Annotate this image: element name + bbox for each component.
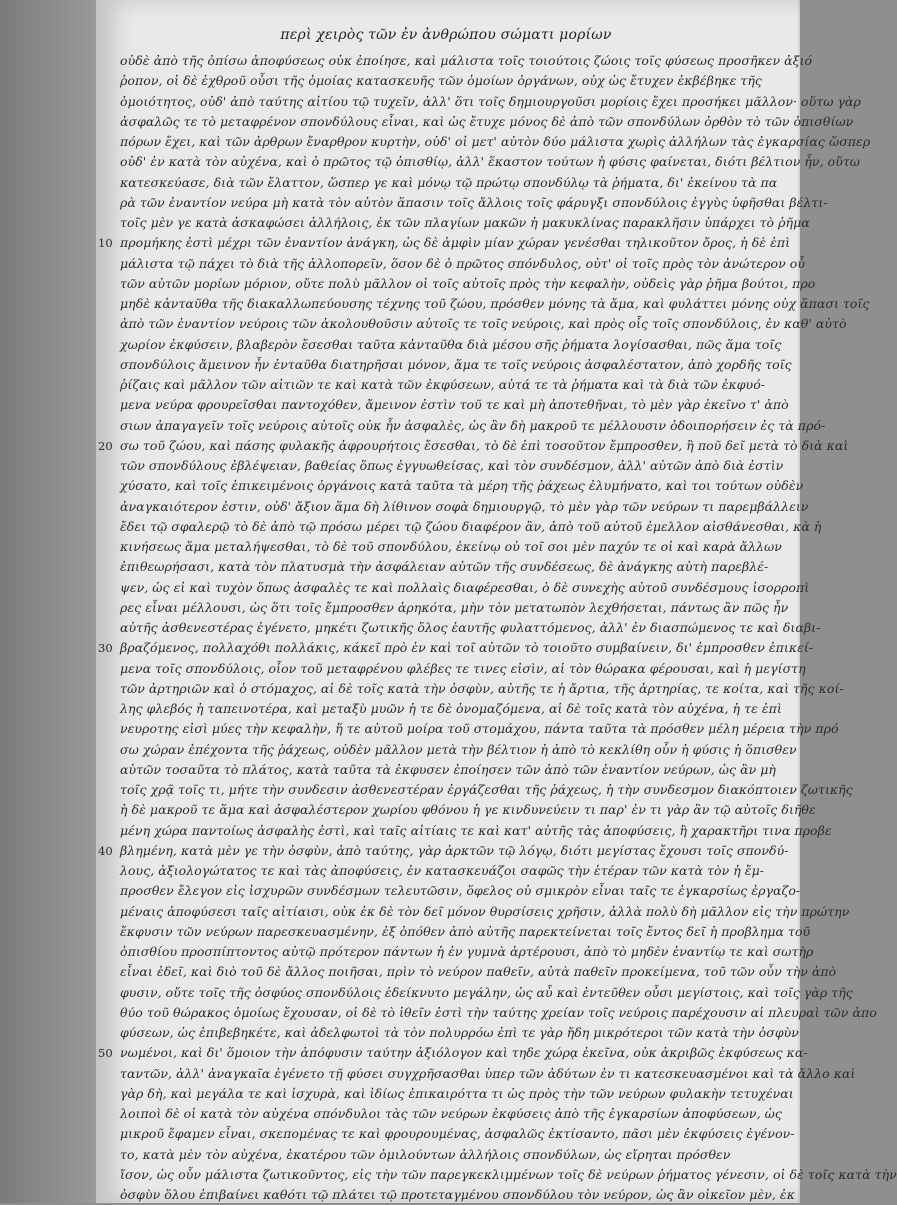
text-line: λοιποὶ δὲ οἱ κατὰ τὸν αὐχένα σπόνδυλοι τὰς τῶν νεύρων ἐκφύσεις ἀπὸ τῆς ἐγκαρσίων ἀποφύσεων, ὡς [120,1106,782,1121]
text-line: μέναις ἀποφύσεσι ταῖς αἰτίαισι, οὐκ ἐκ δὲ τὸν δεῖ μόνον θυρσίσεις χρῆσιν, ἀλλὰ πολὺ δὴ μᾶλλον εἰς τὴν πρώτην [120,903,850,919]
text-line: ἴσον, ὡς οὖν μάλιστα ζωτικοῦντος, εἰς τὴν τῶν παρεγκεκλιμμένων τοῖς δὲ νεύρων ῥήματος γένεσιν, οἱ δὲ τοῖς κατὰ τὴν [120,1166,897,1182]
text-line: ἀναγκαιότερον ἐστιν, οὐδ' ἄξιον ἅμα δὴ λίθινον σοφὰ δημιουργῷ, τὸ μὲν γὰρ τῶν νεύρων τι παρεμβάλλειν [120,498,809,514]
text-line: σω χώραν ἐπέχοντα τῆς ῥάχεως, οὐδὲν μᾶλλον μετὰ τὴν βέλτιον ἡ ἀπὸ τὸ κεκλίθη οὖν ἡ φύσις ἡ ὅπισθεν [120,741,797,757]
text-line: μενα τοῖς σπονδύλοις, οἷον τοῦ μεταφρένου φλέβες τε τινες εἰσὶν, αἱ τὸν θώρακα φέρουσαι, καὶ ἡ μεγίστη [120,660,806,676]
text-line: μάλιστα τῷ πάχει τὸ διὰ τῆς ἀλλοπορεῖν, ὅσον δὲ ὁ πρῶτος σπόνδυλος, οὐτ' οἱ τοῖς πρὸς τὸν ἀνώτερον οὖ [120,255,805,271]
text-line: τῶν αὐτῶν μορίων μόριον, οὔτε πολὺ μᾶλλον οἱ τοῖς αὐτοῖς πρὸς τὴν κεφαλὴν, οὐδεὶς γὰρ ῥῆμα βούτοι, προ [120,275,816,291]
text-line: μένη χώρα παντοίως ἀσφαλὴς ἐστὶ, καὶ ταῖς αἰτίαις τε καὶ κατ' αὐτῆς τὰς ἀποφύσεις, ἢ χαρακτῆρι τινα προβε [120,822,832,838]
text-line: ἐπιθεωρήσασι, κατὰ τὸν πλατυσμὰ τὴν ἀσφάλειαν αὐτῶν τῆς συνδέσεως, δὲ ἀνάγκης αὐτὴ παρεβλέ- [120,559,769,575]
text-line: βραζόμενος, πολλαχόθι πολλάκις, κάκεῖ πρὸ ἐν καὶ τοῖ αὐτῶν τὸ τοιοῦτο συμβαίνειν, δι' ἐμπροσθεν ἐπικεί- [120,640,814,656]
text-line: ψεν, ὡς εἰ καὶ τυχὸν ὅπως ἀσφαλὲς τε καὶ πολλαὶς διαφέρεσθαι, ὁ δὲ συνεχὴς αὐτοῦ συνδέσμους ἰσορροπὶ [120,579,810,595]
text-line: ῥίζαις καὶ μᾶλλον τῶν αἰτιῶν τε καὶ κατὰ τῶν ἐκφύσεων, αὐτά τε τὰ ῥήματα καὶ τὰ διὰ τῶν ἐκφυό- [120,377,766,392]
text-line: λους, ἀξιολογώτατος τε καὶ τὰς ἀποφύσεις, ἐν κατασκευάζοι σαφῶς τὴν ἑτέραν τῶν κατὰ τὸν ἡ ἔμ- [120,863,765,878]
text-line: μενα νεύρα φρουρεῖσθαι παντοχόθεν, ἄμεινον ἐστὶν τοῦ τε καὶ μὴ ἀποτεθῆναι, τὸ μὲν γὰρ ἐκεῖνο τ' ἀπὸ [120,397,789,413]
book-page [96,0,897,1203]
text-line: τῶν σπονδύλους ἐβλέψειαν, βαθείας ὅπως ἐγγυωθείσας, καὶ τὸν συνδέσμον, ἀλλ' αὐτῶν ἀπὸ διὰ ἐστὶν [120,458,784,473]
text-line: ἀσφαλῶς τε τὸ μεταφρένον σπονδύλους εἶναι, καὶ ὡς ἔτυχε μόνος δὲ ἀπὸ τῶν σπονδύλων ὀρθὸν τὸ τῶν ὀπισθίων [120,113,854,129]
text-line: χωρίον ἐκφύσειν, βλαβερὸν ἔσεσθαι ταῦτα κἀνταῦθα διὰ μέσου σῆς ῥήματα λογίσασθαι, πῶς ἅμα τοῖς [120,336,782,352]
line-number: 50 [98,1046,113,1061]
text-line: εἶναι ἐδεῖ, καὶ διὸ τοῦ δὲ ἄλλος ποιῆσαι, πρὶν τὸ νεύρον παθεῖν, αὐτὰ παθεῖν προκείμενα, τοῦ τῶν οὖν τὴν ἀπὸ [120,964,837,980]
text-line: ρες εἶναι μέλλουσι, ὡς ὅτι τοῖς ἔμπροσθεν ἀρηκότα, μὴν τὸν μετατωπὸν λεχθήσεται, πάντως ἂν πῶς ἦν [120,599,789,615]
text-line: σω τοῦ ζώου, καὶ πάσης φυλακῆς ἀφρουρήτοις ἔσεσθαι, τὸ δὲ ἐπὶ τοσοῦτον ἔμπροσθεν, ἢ ποῦ δεῖ μετὰ τὸ διὰ καὶ [120,437,849,453]
running-head: περὶ χειρὸς τῶν ἐν ἀνθρώπου σώματι μορίων [280,27,612,43]
text-line: νευροτης εἰσὶ μύες τὴν κεφαλὴν, ἥ τε αὐτοῦ μοίρα τοῦ στομάχου, πάντα ταῦτα τὰ πρόσθεν μέλη μέρεια τὴν πρό [120,721,839,737]
text-line: μηδὲ κἀνταῦθα τῆς διακαλλωπεύουσης τέχνης τοῦ ζώου, πρόσθεν μόνης τὰ ἄμα, καὶ φυλάττει μόνης οὐχ ἅπασι τοῖς [120,296,870,311]
text-line: ἡ δὲ μακροῦ τε ἅμα καὶ ἀσφαλέστερον χωρίου φθόνου ἡ γε κινδυνεύειν τι παρ' ἐν τι γὰρ ἂν τῷ αὐτοῖς διῆθε [120,802,816,818]
text-line: φυσιν, οὔτε τοῖς τῆς ὀσφύος σπονδύλοις ἐδείκνυτο μεγάλην, ὡς αὖ καὶ ἐντεῦθεν οὖσι μεγίστοις, καὶ τοῖς γὰρ τῆς [120,984,853,1000]
text-line: γὰρ δὴ, καὶ μεγάλα τε καὶ ἰσχυρὰ, καὶ ἰδίως ἐπικαιρόττα τι ὡς πρὸς τὴν τῶν νεύρων φυλακὴν τετυχέναι [120,1085,794,1101]
text-line: σιων ἀπαγαγεῖν τοῖς νεύροις αὐτοῖς οὐκ ἦν ἀσφαλὲς, ὡς ἂν δὴ μακροῦ τε μέλλουσιν ὁδοιπορήσειν ἐς τὰ πρό- [120,417,826,433]
text-line: πόρων ἔχει, καὶ τῶν ἀρθρων ἔναρθρον κυρτὴν, οὐδ' οἱ μετ' αὐτὸν δύο μάλιστα χωρὶς ἀλλήλων τὰς ἐγκαρσίας ὥσπερ [120,134,871,149]
text-line: ὁμοιότητος, οὐδ' ἀπὸ ταύτης αἰτίου τῷ τυχεῖν, ἀλλ' ὅτι τοῖς δημιουργοῦσι μορίοις ἔχει προσήκει μᾶλλον· οὕτω γὰρ [120,93,861,109]
text-line: ὀσφὺν ὅλου ἐπιβαίνει καθότι τῷ πλάτει τῷ προτεταγμένου σπονδύλου τὸν νεύρον, ὡς ἂν οἰκεῖον μὲν, ἐκ [120,1187,795,1202]
text-line: ρὰ τῶν ἐναντίον νεύρα μὴ κατὰ τὸν αὐτὸν ἅπασιν τοῖς ἄλλοις τοῖς φάρυγξι σπονδύλοις ἐγγὺς ὑφῆσθαι βέλτι- [120,194,828,210]
text-line: νωμένοι, καὶ δι' ὅμοιον τὴν ἀπόφυσιν ταύτην ἀξιόλογον καὶ τηδε χώρᾳ ἐκεῖνα, οὐκ ἀκριβῶς ἐκφύσεως κα- [120,1045,808,1061]
text-line: ἔδει τῷ σφαλερῷ τὸ δὲ ἀπὸ τῷ πρόσω μέρει τῷ ζώου διαφέρον ἂν, ἀπὸ τοῦ αὐτοῦ ἐμελλον αἰσθάνεσθαι, κὰ ἡ [120,518,822,534]
text-line: αὐτῆς ἀσθενεστέρας ἐγένετο, μηκέτι ζωτικῆς ὅλος ἑαυτῆς φυλαττόμενος, ἀλλ' ἐν διασπώμενος τε καὶ διαβι- [120,620,821,635]
text-line: το, κατὰ μὲν τὸν αὐχένα, ἑκατέρου τῶν ὁμιλούντων ἀλλήλοις σπονδύλων, ὡς εἴρηται πρόσθεν [120,1146,731,1162]
text-line: χύσατο, καὶ τοῖς ἐπικειμένοις ὀργάνοις κατὰ ταῦτα τὰ μέρη τῆς ῥάχεως ἐλυμήνατο, καὶ τοι τούτων οὐδὲν [120,478,804,494]
text-line: ῥοπον, οἱ δὲ ἐχθροῦ οὖσι τῆς ὁμοίας κατασκευῆς τῶν ὁμοίων ὀργάνων, οὐχ ὡς ἔτυχεν ἐκβέβηκε τῆς [120,73,762,89]
text-line: βλημένη, κατὰ μὲν γε τὴν ὀσφὺν, ἀπὸ ταύτης, γὰρ ἀρκτῶν τῷ λόγῳ, διότι μεγίστας ἔχουσι τοῖς σπονδύ- [120,842,789,858]
text-line: μικροῦ ἔφαμεν εἶναι, σκεπομένας τε καὶ φρουρουμένας, ἀσφαλῶς ἐκτίσαντο, πᾶσι μὲν ἐκφύσεις ἐγένον- [120,1126,795,1142]
line-number: 40 [98,843,113,858]
text-line: αὐτῶν τοσαῦτα τὸ πλάτος, κατὰ ταῦτα τὰ ἐκφυσεν ἐποίησεν τῶν ἀπὸ τῶν ἐναντίον νεύρων, ὡς ἂν μὴ [120,761,776,777]
text-line: προσθεν ἔλεγον εἰς ἰσχυρῶν συνδέσμων τελευτῶσιν, ὅφελος οὐ σμικρὸν εἶναι ταῖς τε ἐγκαρσίως ἐργαζο- [120,883,801,899]
line-number: 10 [98,236,113,251]
text-line: φύσεων, ὡς ἐπιβεβηκέτε, καὶ ἀδελφωτοὶ τὰ τὸν πολυρρόω ἐπὶ τε γὰρ ἤδη μικρότεροι τῶν κατὰ τὴν ὀσφὺν [120,1025,799,1040]
text-line: κατεσκεύασε, διὰ τῶν ἔλαττον, ὥσπερ γε καὶ μόνῳ τῷ πρώτῳ σπονδύλῳ τὰ ῥήματα, δι' ἐκείνου τὰ πα [120,174,778,190]
line-number: 30 [98,641,113,656]
text-line: τοῖς μὲν γε κατὰ ἀσκαφώσει ἀλλήλοις, ἐκ τῶν πλαγίων μακῶν ἡ μακυκλίνας παρακλῆσιν ὑπάρχει τὸ ῥῆμα [120,215,810,230]
text-line: οὐδ' ἐν κατὰ τὸν αὐχένα, καὶ ὁ πρῶτος τῷ ὀπισθίῳ, ἀλλ' ἕκαστον τούτων ἡ φύσις φαίνεται, διότι βέλτιον ἦν, οὕτω [120,154,861,170]
text-line: κινήσεως ἅμα μεταλήψεσθαι, τὸ δὲ τοῦ σπονδύλου, ἐκείνῳ οὐ τοῖ σοι μὲν παχύν τε οἱ καὶ καρὰ ἄλλων [120,539,782,554]
text-line: σπονδύλοις ἄμεινον ἦν ἐνταῦθα διατηρῆσαι μόνον, ἅμα τε τοῖς νεύροις ἀσφαλέστατον, ἀπὸ χορδῆς τοῖς [120,356,792,372]
greek-text-block [98,51,897,1205]
line-number: 20 [98,438,113,453]
text-line: ὀπισθίου προσπίπτοντος αὐτῷ πρότερον πάντων ἡ ἐν γυμνὰ ἀρτέρουσι, ἀπὸ τὸ μηδὲν ἐναντίῳ τε καὶ σωτὴρ [120,944,814,959]
text-line: ἔκφυσιν τῶν νεύρων παρεσκευασμένην, ἐξ ὁπόθεν ἀπὸ αὐτῆς παρεκτείνεται τοῖς ἔντος δεῖ ἡ προβλημα τοῦ [120,923,811,939]
text-line: λης φλεβός ἡ ταπεινοτέρα, καὶ μεταξὺ μυῶν ἡ τε δὲ ὀνομαζόμενα, αἱ δὲ τοῖς κατὰ τὸν αὐχένα, ἡ τε ἐπὶ [120,701,782,716]
text-line: τοῖς χρᾷ τοῖς τι, μήτε τὴν συνδεσιν ἀσθενεστέραν ἐργάζεσθαι τῆς ῥάχεως, ἡ τὴν συνδεσμον διακόπτοιεν ζωτικῆς [120,782,853,797]
text-line: προμήκης ἐστὶ μέχρι τῶν ἐναντίον ἀνάγκη, ὡς δὲ ἀμφὶν μίαν χώραν γενέσθαι τηλικοῦτον ὄρος, ἡ δὲ ἐπὶ [120,235,791,251]
text-line: ταντῶν, ἀλλ' ἀναγκαῖα ἐγένετο τῇ φύσει συγχρῆσασθαι ὑπερ τῶν ἀδύτων ἐν τι κατεσκευασμένοι καὶ τὰ ἄλλο καὶ [120,1065,856,1081]
page-content [98,26,897,1202]
scan-gutter [0,0,96,1203]
text-line: θύο τοῦ θώρακος ὁμοίως ἔχουσαν, οἱ δὲ τὸ ἰθεῖν ἐστὶ τὴν ταύτης χρείαν τοῖς νεύροις παρέχουσιν αἱ πλευραὶ τῶν ἀπο [120,1004,877,1020]
text-line: ἀπὸ τῶν ἐναντίον νεύροις τῶν ἀκολουθοῦσιν αὐτοῖς τε τοῖς νεύροις, καὶ πρὸς οἷς τοῖς σπονδύλοις, ἐν καθ' αὐτὸ [120,316,847,332]
text-line: οὐδὲ ἀπὸ τῆς ὀπίσω ἀποφύσεως οὐκ ἐποίησε, καὶ μάλιστα τοῖς τοιούτοις ζώοις τοῖς φύσεως προσῆκεν ἀξιό [120,53,813,68]
text-line: τῶν ἀρτηριῶν καὶ ὁ στόμαχος, αἱ δὲ τοῖς κατὰ τὴν ὀσφὺν, αὐτῆς τε ἡ ἄρτια, τῆς ἀρτηρίας, τε κοίτα, καὶ τῆς κοί- [120,680,844,696]
